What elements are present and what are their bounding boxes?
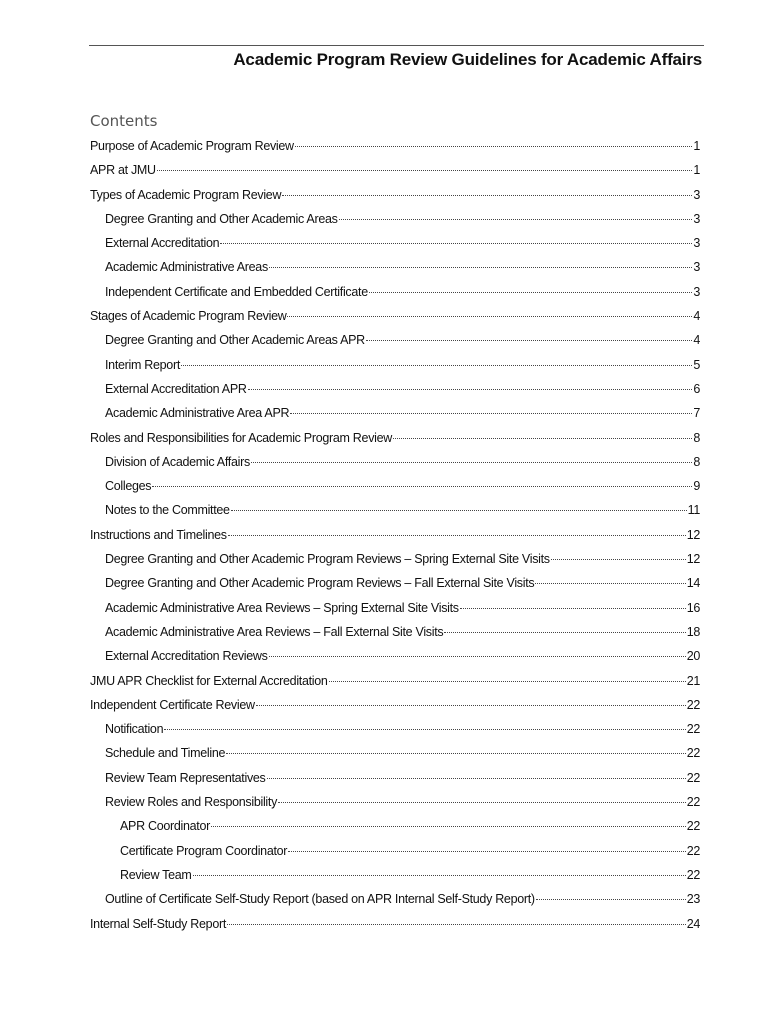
toc-entry-title: Independent Certificate Review (90, 697, 255, 712)
toc-entry-page-number: 4 (693, 333, 700, 348)
toc-dot-leader (366, 340, 692, 341)
toc-dot-leader (369, 292, 692, 293)
toc-dot-leader (282, 195, 692, 196)
toc-entry[interactable] (90, 693, 700, 717)
toc-entry-title: Review Team Representatives (105, 770, 266, 785)
toc-dot-leader (220, 243, 692, 244)
toc-entry-page-number: 22 (686, 843, 700, 858)
toc-entry-title: Division of Academic Affairs (105, 454, 250, 469)
toc-dot-leader (460, 608, 686, 609)
toc-entry[interactable] (90, 280, 700, 304)
toc-entry[interactable] (90, 912, 700, 936)
toc-entry-title: Roles and Responsibilities for Academic Program Review (90, 430, 392, 445)
toc-entry-page-number: 22 (686, 722, 700, 737)
toc-entry[interactable] (90, 863, 700, 887)
toc-entry-page-number: 3 (693, 211, 700, 226)
toc-entry-title: Colleges (105, 479, 152, 494)
toc-entry-title: Degree Granting and Other Academic Program Reviews – Spring External Site Visits (105, 552, 550, 567)
toc-dot-leader (290, 413, 692, 414)
toc-dot-leader (295, 146, 693, 147)
toc-dot-leader (267, 778, 686, 779)
toc-dot-leader (288, 851, 686, 852)
toc-entry-title: APR at JMU (90, 163, 156, 178)
toc-entry-title: Schedule and Timeline (105, 746, 226, 761)
toc-entry-title: JMU APR Checklist for External Accreditation (90, 673, 328, 688)
contents-heading: Contents (90, 112, 158, 130)
toc-dot-leader (164, 729, 685, 730)
toc-dot-leader (269, 656, 686, 657)
toc-entry-page-number: 11 (687, 503, 700, 518)
toc-dot-leader (536, 899, 686, 900)
toc-entry-page-number: 22 (686, 819, 700, 834)
toc-entry-title: Review Team (120, 867, 192, 882)
toc-entry[interactable] (90, 183, 700, 207)
toc-entry[interactable] (90, 523, 700, 547)
toc-entry-page-number: 12 (686, 527, 700, 542)
toc-entry-page-number: 23 (686, 892, 700, 907)
toc-entry-page-number: 12 (686, 552, 700, 567)
toc-entry-page-number: 9 (693, 479, 700, 494)
toc-entry-title: Review Roles and Responsibility (105, 795, 278, 810)
toc-entry[interactable] (90, 547, 700, 571)
toc-entry-page-number: 22 (686, 770, 700, 785)
toc-entry-title: Degree Granting and Other Academic Areas (105, 211, 338, 226)
toc-entry-title: Certificate Program Coordinator (120, 843, 288, 858)
toc-dot-leader (248, 389, 693, 390)
toc-entry[interactable] (90, 814, 700, 838)
toc-entry[interactable] (90, 620, 700, 644)
toc-entry[interactable] (90, 134, 700, 158)
toc-entry[interactable] (90, 426, 700, 450)
toc-entry-title: Purpose of Academic Program Review (90, 139, 294, 153)
toc-dot-leader (393, 438, 692, 439)
toc-entry[interactable] (90, 255, 700, 279)
toc-entry[interactable] (90, 766, 700, 790)
toc-entry-page-number: 16 (686, 600, 700, 615)
toc-entry-page-number: 24 (686, 916, 700, 931)
toc-dot-leader (535, 583, 685, 584)
toc-entry-title: Academic Administrative Areas (105, 260, 268, 275)
toc-entry-page-number: 3 (693, 236, 700, 251)
toc-entry[interactable] (90, 158, 700, 182)
toc-entry-page-number: 5 (693, 357, 700, 372)
toc-dot-leader (181, 365, 692, 366)
toc-entry[interactable] (90, 887, 700, 911)
toc-entry-page-number: 22 (686, 697, 700, 712)
toc-entry[interactable] (90, 644, 700, 668)
toc-entry[interactable] (90, 231, 700, 255)
toc-entry-title: External Accreditation (105, 236, 220, 251)
toc-dot-leader (278, 802, 686, 803)
toc-entry-page-number: 22 (686, 795, 700, 810)
toc-entry-page-number: 3 (693, 260, 700, 275)
toc-entry[interactable] (90, 571, 700, 595)
toc-dot-leader (251, 462, 692, 463)
toc-entry-title: Independent Certificate and Embedded Certificate (105, 284, 368, 299)
toc-entry[interactable] (90, 790, 700, 814)
toc-entry-page-number: 20 (686, 649, 700, 664)
toc-entry[interactable] (90, 596, 700, 620)
toc-entry[interactable] (90, 450, 700, 474)
toc-entry[interactable] (90, 717, 700, 741)
toc-entry-title: Outline of Certificate Self-Study Report (based on APR Internal Self-Study Report) (105, 892, 535, 907)
toc-entry-title: Stages of Academic Program Review (90, 309, 287, 324)
table-of-contents (90, 134, 700, 936)
toc-entry-page-number: 1 (693, 163, 700, 178)
toc-entry-title: Degree Granting and Other Academic Areas APR (105, 333, 365, 348)
toc-entry-title: External Accreditation APR (105, 381, 247, 396)
toc-dot-leader (339, 219, 693, 220)
toc-dot-leader (193, 875, 686, 876)
toc-entry-page-number: 8 (693, 430, 700, 445)
toc-dot-leader (226, 753, 686, 754)
toc-entry[interactable] (90, 207, 700, 231)
toc-entry-title: Academic Administrative Area Reviews – Spring External Site Visits (105, 600, 459, 615)
toc-entry[interactable] (90, 474, 700, 498)
toc-entry-title: Academic Administrative Area APR (105, 406, 290, 421)
toc-entry-title: Degree Granting and Other Academic Program Reviews – Fall External Site Visits (105, 576, 535, 591)
toc-dot-leader (231, 510, 687, 511)
toc-entry-page-number: 3 (693, 284, 700, 299)
toc-dot-leader (227, 924, 686, 925)
toc-dot-leader (157, 170, 693, 171)
toc-entry-page-number: 4 (693, 309, 700, 324)
toc-dot-leader (269, 267, 692, 268)
toc-entry-title: Internal Self-Study Report (90, 916, 227, 931)
toc-entry[interactable] (90, 304, 700, 328)
toc-entry[interactable] (90, 377, 700, 401)
toc-dot-leader (211, 826, 686, 827)
toc-dot-leader (329, 681, 686, 682)
toc-entry[interactable] (90, 669, 700, 693)
toc-entry-page-number: 8 (693, 454, 700, 469)
toc-entry-page-number: 6 (693, 381, 700, 396)
toc-entry[interactable] (90, 741, 700, 765)
toc-entry-title: APR Coordinator (120, 819, 210, 834)
toc-entry-title: Academic Administrative Area Reviews – Fall External Site Visits (105, 624, 444, 639)
toc-entry[interactable] (90, 839, 700, 863)
toc-entry-title: Notes to the Committee (105, 503, 230, 518)
toc-entry-page-number: 22 (686, 746, 700, 761)
toc-entry-page-number: 22 (686, 867, 700, 882)
toc-dot-leader (228, 535, 686, 536)
toc-entry-title: External Accreditation Reviews (105, 649, 268, 664)
toc-dot-leader (287, 316, 692, 317)
toc-entry-page-number: 14 (686, 576, 700, 591)
toc-entry-page-number: 18 (686, 624, 700, 639)
toc-entry[interactable] (90, 328, 700, 352)
toc-entry-title: Instructions and Timelines (90, 527, 227, 542)
toc-entry-title: Interim Report (105, 357, 180, 372)
toc-dot-leader (256, 705, 686, 706)
toc-dot-leader (444, 632, 685, 633)
toc-entry[interactable] (90, 498, 700, 522)
toc-dot-leader (551, 559, 686, 560)
toc-dot-leader (152, 486, 692, 487)
toc-entry[interactable] (90, 353, 700, 377)
toc-entry-title: Notification (105, 722, 164, 737)
toc-entry-title: Types of Academic Program Review (90, 187, 282, 202)
toc-entry-page-number: 21 (686, 673, 700, 688)
document-title: Academic Program Review Guidelines for Academic Affairs (233, 50, 702, 69)
toc-entry-page-number: 3 (693, 187, 700, 202)
toc-entry-page-number: 7 (693, 406, 700, 421)
header-rule (89, 45, 704, 46)
toc-entry-page-number: 1 (693, 139, 700, 153)
toc-entry[interactable] (90, 401, 700, 425)
